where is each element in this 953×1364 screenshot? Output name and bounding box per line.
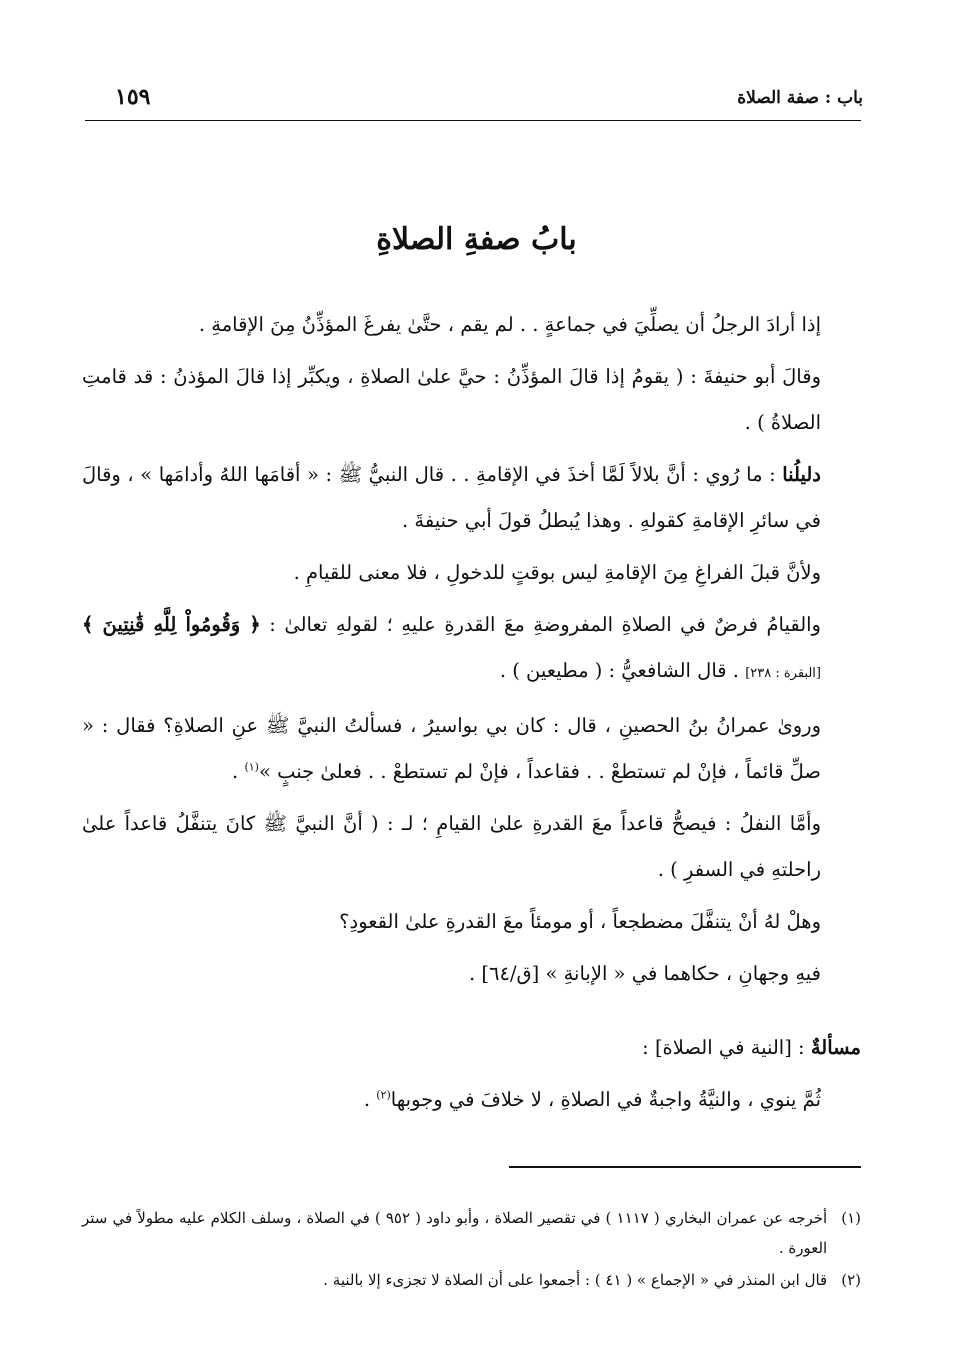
verse-reference: [البقرة : ٢٣٨] [745, 666, 821, 681]
paragraph [82, 602, 861, 697]
chapter-title: بابُ صفةِ الصلاةِ [376, 222, 577, 257]
page-header [85, 84, 863, 114]
footnotes [82, 1203, 861, 1297]
paragraph-text: وروىٰ عمرانُ بنُ الحصينِ ، قال : كان بي بواسيرُ ، فسألتُ النبيَّ ﷺ عنِ الصلاةِ؟ فقال : « صلِّ قائماً ، فإنْ لم تستطعْ . . فقاعداً ، فإنْ لم تستطعْ . . فعلىٰ جنبٍ » [82, 714, 821, 783]
paragraph-text: : ما رُوي : أنَّ بلالاً لَمَّا أخذَ في الإقامةِ . . قال النبيُّ ﷺ : « أقامَها اللهُ وأدامَها » ، وقالَ في سائرِ الإقامةِ كقولهِ . وهذا يُبطلُ قولَ أبي حنيفةَ . [82, 463, 821, 532]
footnote-number: (١) [841, 1209, 861, 1227]
paragraph-text: والقيامُ فرضٌ في الصلاةِ المفروضةِ معَ القدرةِ عليهِ ؛ لقولهِ تعالىٰ : [260, 613, 821, 636]
paragraph [82, 801, 861, 893]
paragraph [82, 452, 861, 544]
paragraph-text: . [232, 760, 245, 783]
paragraph [82, 354, 861, 446]
paragraph-text: إذا أرادَ الرجلُ أن يصلِّيَ في جماعةٍ . . لم يقم ، حتَّىٰ يفرغَ المؤذِّنُ مِنَ الإقامةِ . [198, 313, 821, 336]
paragraph-text: وأمَّا النفلُ : فيصحُّ قاعداً معَ القدرةِ علىٰ القيامِ ؛ لـ : ( أنَّ النبيَّ ﷺ كانَ يتنفَّلُ قاعداً علىٰ راحلتهِ في السفرِ ) . [82, 812, 821, 881]
page-number: ١٥٩ [115, 84, 151, 110]
footnote [82, 1203, 861, 1263]
paragraph-text: . قال الشافعيُّ : ( مطيعين ) . [499, 659, 746, 682]
issue-heading [82, 1025, 861, 1071]
paragraph [82, 1077, 861, 1123]
footnote-number: (٢) [841, 1271, 861, 1289]
footnote-text: أخرجه عن عمران البخاري ( ١١١٧ ) في تقصير الصلاة ، وأبو داود ( ٩٥٢ ) في الصلاة ، وسلف الكلام عليه مطولاً في ستر العورة . [82, 1209, 828, 1257]
main-text [82, 302, 861, 1129]
quran-verse: ﴿ وَقُومُواْ لِلَّهِ قَٰنِتِينَ ﴾ [82, 613, 261, 636]
footnote-text: قال ابن المنذر في « الإجماع » ( ٤١ ) : أجمعوا على أن الصلاة لا تجزىء إلا بالنية . [323, 1271, 828, 1289]
header-rule [85, 120, 861, 121]
paragraph [82, 302, 861, 348]
paragraph-text: ولأنَّ قبلَ الفراغِ مِنَ الإقامةِ ليس بوقتٍ للدخولِ ، فلا معنى للقيامِ . [293, 561, 821, 584]
issue-label: مسألةٌ [810, 1036, 861, 1059]
paragraph-text: وهلْ لهُ أنْ يتنفَّلَ مضطجعاً ، أو مومئاً معَ القدرةِ علىٰ القعودِ؟ [339, 910, 821, 933]
footnote-rule [509, 1166, 861, 1168]
evidence-label: دليلُنا [782, 463, 821, 486]
footnote-marker[interactable]: (٢) [376, 1088, 391, 1102]
paragraph-text: . [363, 1088, 377, 1111]
footnote [82, 1265, 861, 1295]
paragraph [82, 951, 861, 997]
footnote-marker[interactable]: (١) [244, 760, 259, 774]
paragraph [82, 899, 861, 945]
running-title: باب : صفة الصلاة [737, 88, 863, 108]
paragraph [82, 550, 861, 596]
paragraph-text: وقالَ أبو حنيفةَ : ( يقومُ إذا قالَ المؤذِّنُ : حيَّ علىٰ الصلاةِ ، ويكبِّر إذا قالَ المؤذنُ : قد قامتِ الصلاةُ ) . [82, 365, 821, 434]
paragraph-text: ثُمَّ ينوي ، والنيَّةُ واجبةٌ في الصلاةِ ، لا خلافَ في وجوبها [390, 1088, 821, 1111]
paragraph [82, 703, 861, 795]
paragraph-text: فيهِ وجهانِ ، حكاهما في « الإبانةِ » [ق/٦٤] . [468, 962, 821, 985]
issue-title: : [النية في الصلاة] : [642, 1036, 811, 1059]
